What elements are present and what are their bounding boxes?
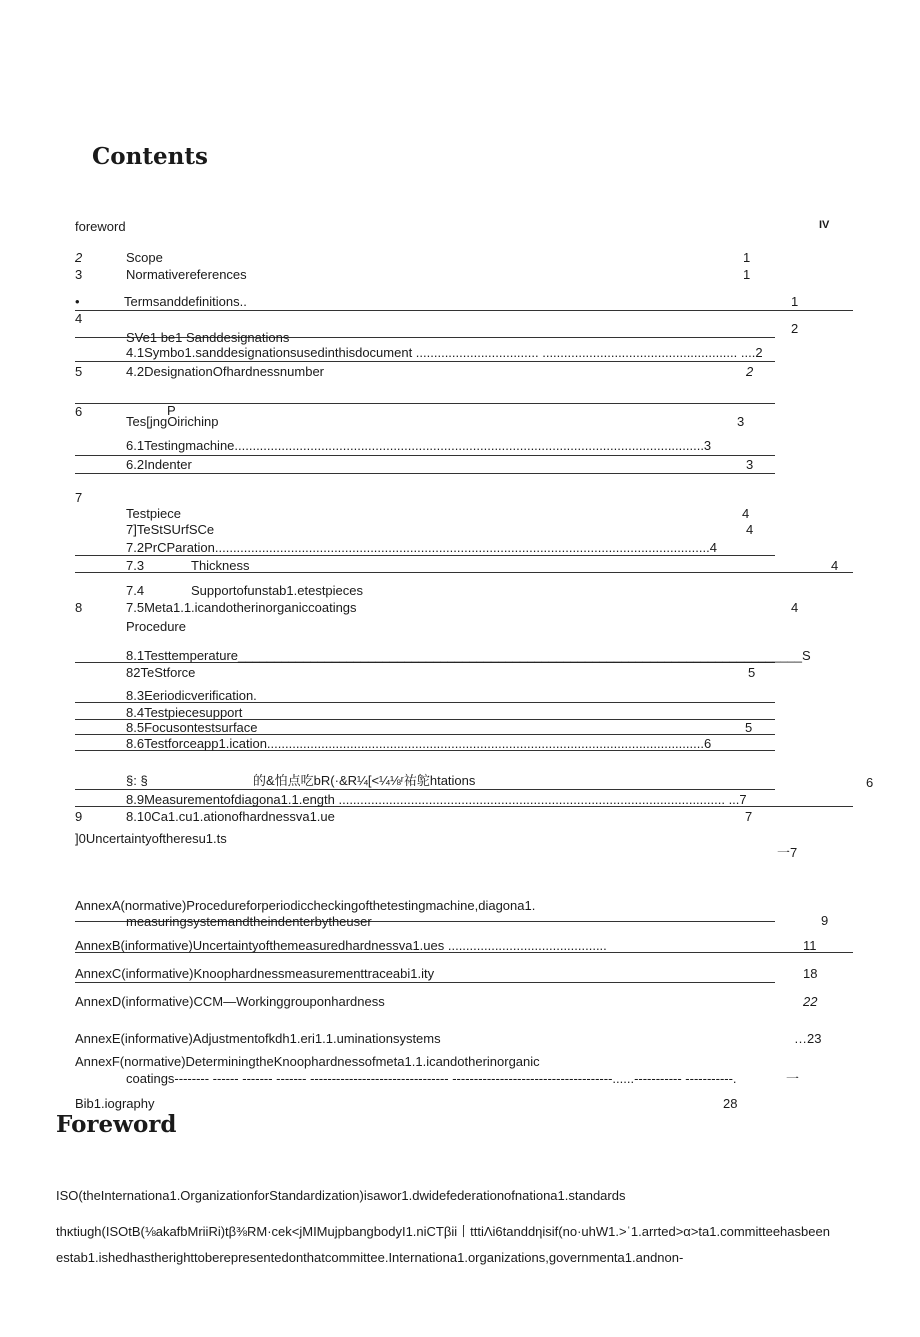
toc-bullet: • — [75, 294, 80, 309]
toc-number: 7.3 — [126, 558, 145, 573]
toc-annex-a-clipped: measuringsystemandtheindenterbytheuser — [126, 914, 372, 929]
toc-page: 3 — [746, 457, 754, 472]
toc-annex-a: AnnexA(normative)Procedureforperiodiccheckingofthetestingmachine,diagona1. — [75, 898, 536, 913]
toc-number: 3 — [75, 267, 83, 282]
toc-page: 3 — [737, 414, 745, 429]
toc-entry-foreword: foreword — [75, 219, 126, 234]
toc-bibliography: Bib1.iography — [75, 1096, 155, 1111]
toc-page: 4 — [831, 558, 839, 573]
toc-number: 7.4 — [126, 583, 145, 598]
toc-annex-b: AnnexB(informative)Uncertaintyofthemeasuredhardnessva1.ues ............................................ — [75, 938, 607, 953]
toc-rule — [75, 455, 775, 456]
toc-page: 4 — [746, 522, 754, 537]
toc-subentry: 4.2DesignationOfhardnessnumber — [126, 364, 325, 379]
toc-annex-f: AnnexF(normative)DeterminingtheKnoophardnessofmeta1.1.icandotherinorganic — [75, 1054, 540, 1069]
toc-page: 6 — [866, 775, 874, 790]
toc-page: 一 — [786, 1071, 800, 1086]
toc-rule — [75, 403, 775, 404]
toc-annex-c: AnnexC(informative)Knoophardnessmeasurementtraceabi1.ity — [75, 966, 435, 981]
toc-annex-d: AnnexD(informative)CCM—Workinggrouponhardness — [75, 994, 385, 1009]
toc-fragment: 的&怕点吃bR(·&R¼[<¼⅛ʳ祐鸵htations — [253, 773, 476, 788]
toc-number: 8 — [75, 600, 83, 615]
toc-fragment: §: § — [126, 773, 148, 788]
toc-subentry: 8.6Testforceapp1.ication.........................................................................................................................6 — [126, 736, 712, 751]
toc-annex-e: AnnexE(informative)Adjustmentofkdh1.eri1.1.uminationsystems — [75, 1031, 441, 1046]
toc-entry: Normativereferences — [126, 267, 247, 282]
toc-number: 4 — [75, 311, 83, 326]
toc-subentry: 8.9Measurementofdiagona1.1.ength ........................................................................................................... ...7 — [126, 792, 747, 807]
toc-page: 9 — [821, 913, 829, 928]
toc-rule — [75, 555, 775, 556]
toc-page: 18 — [803, 966, 818, 981]
toc-number: 7 — [75, 490, 83, 505]
toc-rule — [75, 310, 853, 311]
contents-heading: Contents — [92, 143, 208, 170]
toc-subentry: 7.5Meta1.1.icandotherinorganiccoatings — [126, 600, 357, 615]
toc-subentry: Thickness — [191, 558, 250, 573]
toc-page: IV — [819, 219, 830, 231]
toc-rule — [75, 789, 775, 790]
toc-subentry: 4.1Symbo1.sanddesignationsusedinthisdocument .................................. ...................................................... ....2 — [126, 345, 763, 360]
toc-number: 5 — [75, 364, 83, 379]
toc-page: 2 — [746, 364, 754, 379]
foreword-heading: Foreword — [56, 1111, 177, 1138]
toc-page: 11 — [803, 938, 817, 953]
toc-subentry: Supportofunstab1.etestpieces — [191, 583, 364, 598]
toc-subentry: 7]TeStSUrfSCe — [126, 522, 215, 537]
toc-rule — [75, 473, 775, 474]
toc-page: 4 — [742, 506, 750, 521]
toc-subentry: 8.3Eeriodicverification. — [126, 688, 257, 703]
toc-page: 1 — [791, 294, 799, 309]
toc-subentry: 82TeStforce — [126, 665, 196, 680]
toc-entry: Procedure — [126, 619, 186, 634]
toc-page: 5 — [748, 665, 756, 680]
toc-number-clipped: 6 — [75, 404, 83, 419]
foreword-line: ISO(theInternationa1.OrganizationforStandardization)isawor1.dwidefederationofnationa1.standards — [56, 1188, 626, 1203]
toc-subentry: 6.1Testingmachine..................................................................................................................................3 — [126, 438, 712, 453]
toc-subentry: 8.1Testtemperature______________________________________________________________________________S — [126, 648, 811, 663]
toc-subentry: 8.5Focusontestsurface — [126, 720, 258, 735]
toc-page: 5 — [745, 720, 753, 735]
toc-number: 2 — [75, 250, 83, 265]
toc-rule — [75, 361, 775, 362]
foreword-line: estab1.ishedhastherighttoberepresentedonthatcommittee.Internationa1.organizations,governmenta1.andnon- — [56, 1250, 684, 1265]
toc-annex-f-leader: coatings-------- ------ ------- ------- -------------------------------- -------------------------------------......----------- -----------. — [126, 1071, 737, 1086]
toc-entry: Testpiece — [126, 506, 181, 521]
toc-page: 22 — [803, 994, 818, 1009]
toc-number: 9 — [75, 809, 83, 824]
toc-fragment: P — [167, 403, 176, 418]
toc-rule — [75, 982, 775, 983]
foreword-line: thκtiugh(ISOtB(⅛akafbMriiRi)tβ⅜RM·cek<jMIMujpbangbodyI1.niCTβii丨tttiΛi6tanddηisif(no·uhW1.>ˈ1.arrted>α>ta1.committeehasbeen — [56, 1224, 830, 1239]
toc-subentry: 8.4Testpiecesupport — [126, 705, 243, 720]
toc-subentry: 6.2Indenter — [126, 457, 192, 472]
toc-entry: ]0Uncertaintyoftheresu1.ts — [75, 831, 227, 846]
toc-entry: Scope — [126, 250, 163, 265]
toc-page: 1 — [743, 250, 751, 265]
toc-page: 7 — [745, 809, 753, 824]
toc-subentry: 8.10Ca1.cu1.ationofhardnessva1.ue — [126, 809, 335, 824]
toc-entry: Termsanddefinitions.. — [124, 294, 247, 309]
toc-entry: Tes[jngOirichinp — [126, 414, 219, 429]
toc-page: 2 — [791, 321, 799, 336]
toc-entry-clipped: SVe1 be1 Sanddesignations — [126, 330, 290, 345]
toc-subentry: 7.2PrCParation.........................................................................................................................................4 — [126, 540, 717, 555]
toc-page: 一7 — [777, 845, 798, 860]
toc-page: …23 — [794, 1031, 822, 1046]
toc-page: 4 — [791, 600, 799, 615]
toc-page: 1 — [743, 267, 751, 282]
toc-page: 28 — [723, 1096, 738, 1111]
